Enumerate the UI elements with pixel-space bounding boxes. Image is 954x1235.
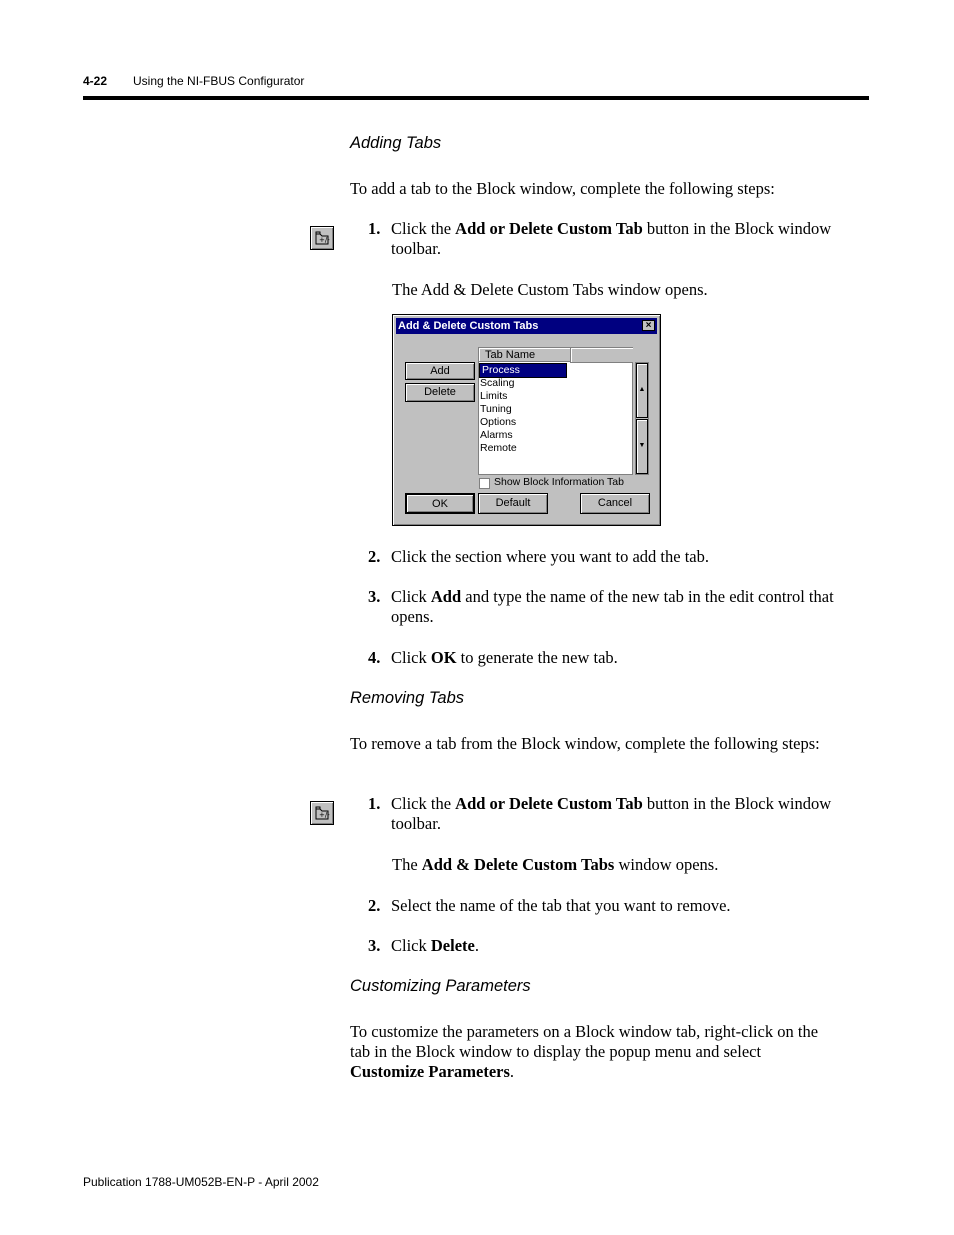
dialog-titlebar (396, 318, 657, 334)
add-delete-custom-tab-icon (310, 801, 334, 825)
scroll-down-icon[interactable]: ▼ (636, 419, 648, 474)
tab-name-list[interactable] (478, 347, 633, 475)
delete-button[interactable]: Delete (405, 383, 475, 402)
removing-step-3 (368, 936, 866, 956)
adding-step-3 (368, 587, 866, 627)
removing-intro: To remove a tab from the Block window, complete the following steps: (350, 734, 820, 753)
chapter-title: Using the NI-FBUS Configurator (133, 74, 305, 88)
removing-step-1 (368, 794, 866, 834)
section-heading-adding-tabs: Adding Tabs (350, 134, 442, 152)
dialog-title: Add & Delete Custom Tabs (398, 320, 539, 332)
step-bold: OK (430, 648, 457, 667)
checkbox-label: Show Block Information Tab (494, 476, 624, 488)
svg-text:+/-: +/- (319, 236, 330, 244)
add-delete-custom-tabs-dialog (392, 314, 661, 526)
list-scrollbar[interactable] (635, 362, 649, 475)
para-bold: Customize Parameters (350, 1062, 510, 1081)
result-text: The (392, 855, 422, 874)
adding-intro: To add a tab to the Block window, complete the following steps: (350, 179, 775, 198)
list-item[interactable]: Limits (480, 390, 508, 402)
step-text: Click the (391, 219, 456, 238)
header-rule (83, 96, 869, 100)
step-text: Click the section where you want to add the tab. (391, 547, 709, 566)
step-number: 1. (368, 219, 381, 238)
result-bold: Add & Delete Custom Tabs (421, 855, 615, 874)
step-text: button in the Block window toolbar. (391, 219, 832, 258)
show-block-information-checkbox[interactable] (479, 478, 490, 489)
step-bold: Delete (430, 936, 475, 955)
close-icon[interactable]: × (642, 320, 655, 331)
list-item[interactable]: Remote (480, 442, 517, 454)
step-text: . (474, 936, 479, 955)
step-number: 1. (368, 794, 381, 813)
column-header-empty (570, 348, 633, 363)
list-item[interactable]: Alarms (480, 429, 513, 441)
list-item[interactable]: Process (480, 364, 566, 377)
adding-step-2 (368, 547, 866, 567)
step-bold: Add or Delete Custom Tab (455, 794, 643, 813)
step-text: Click (391, 648, 431, 667)
add-delete-custom-tab-icon (310, 226, 334, 250)
step-number: 2. (368, 547, 381, 566)
list-item[interactable]: Scaling (480, 377, 515, 389)
section-heading-removing-tabs: Removing Tabs (350, 689, 465, 707)
step-bold: Add or Delete Custom Tab (455, 219, 643, 238)
cancel-button[interactable]: Cancel (580, 493, 650, 514)
step-text: Select the name of the tab that you want to remove. (391, 896, 731, 915)
adding-step-4 (368, 648, 866, 668)
removing-step-1-result (392, 855, 866, 875)
step-number: 4. (368, 648, 381, 667)
step-number: 3. (368, 936, 381, 955)
svg-text:+/-: +/- (319, 811, 330, 819)
step-bold: Add (430, 587, 462, 606)
scroll-up-icon[interactable]: ▲ (636, 363, 648, 418)
step-text: button in the Block window toolbar. (391, 794, 832, 833)
step-text: to generate the new tab. (456, 648, 618, 667)
list-item[interactable]: Options (480, 416, 517, 428)
step-number: 2. (368, 896, 381, 915)
page-number: 4-22 (83, 74, 108, 88)
ok-button[interactable]: OK (405, 493, 475, 514)
adding-step-1-result: The Add & Delete Custom Tabs window opens. (392, 280, 708, 299)
step-text: Click (391, 587, 431, 606)
para-text: . (509, 1062, 515, 1081)
removing-step-2 (368, 896, 866, 916)
step-text: Click (391, 936, 431, 955)
publication-footer: Publication 1788-UM052B-EN-P - April 2002 (83, 1175, 319, 1189)
customizing-text (350, 1022, 832, 1082)
result-text: window opens. (614, 855, 719, 874)
adding-step-1 (368, 219, 866, 259)
column-header-tab-name[interactable]: Tab Name (479, 348, 570, 362)
add-button[interactable]: Add (405, 362, 475, 380)
para-text: To customize the parameters on a Block window tab, right-click on the tab in the Block window to display the popup menu and select (350, 1022, 819, 1061)
step-text: and type the name of the new tab in the edit control that opens. (391, 587, 834, 626)
step-number: 3. (368, 587, 381, 606)
section-heading-customizing-parameters: Customizing Parameters (350, 977, 531, 995)
default-button[interactable]: Default (478, 493, 548, 514)
list-item[interactable]: Tuning (480, 403, 512, 415)
step-text: Click the (391, 794, 456, 813)
